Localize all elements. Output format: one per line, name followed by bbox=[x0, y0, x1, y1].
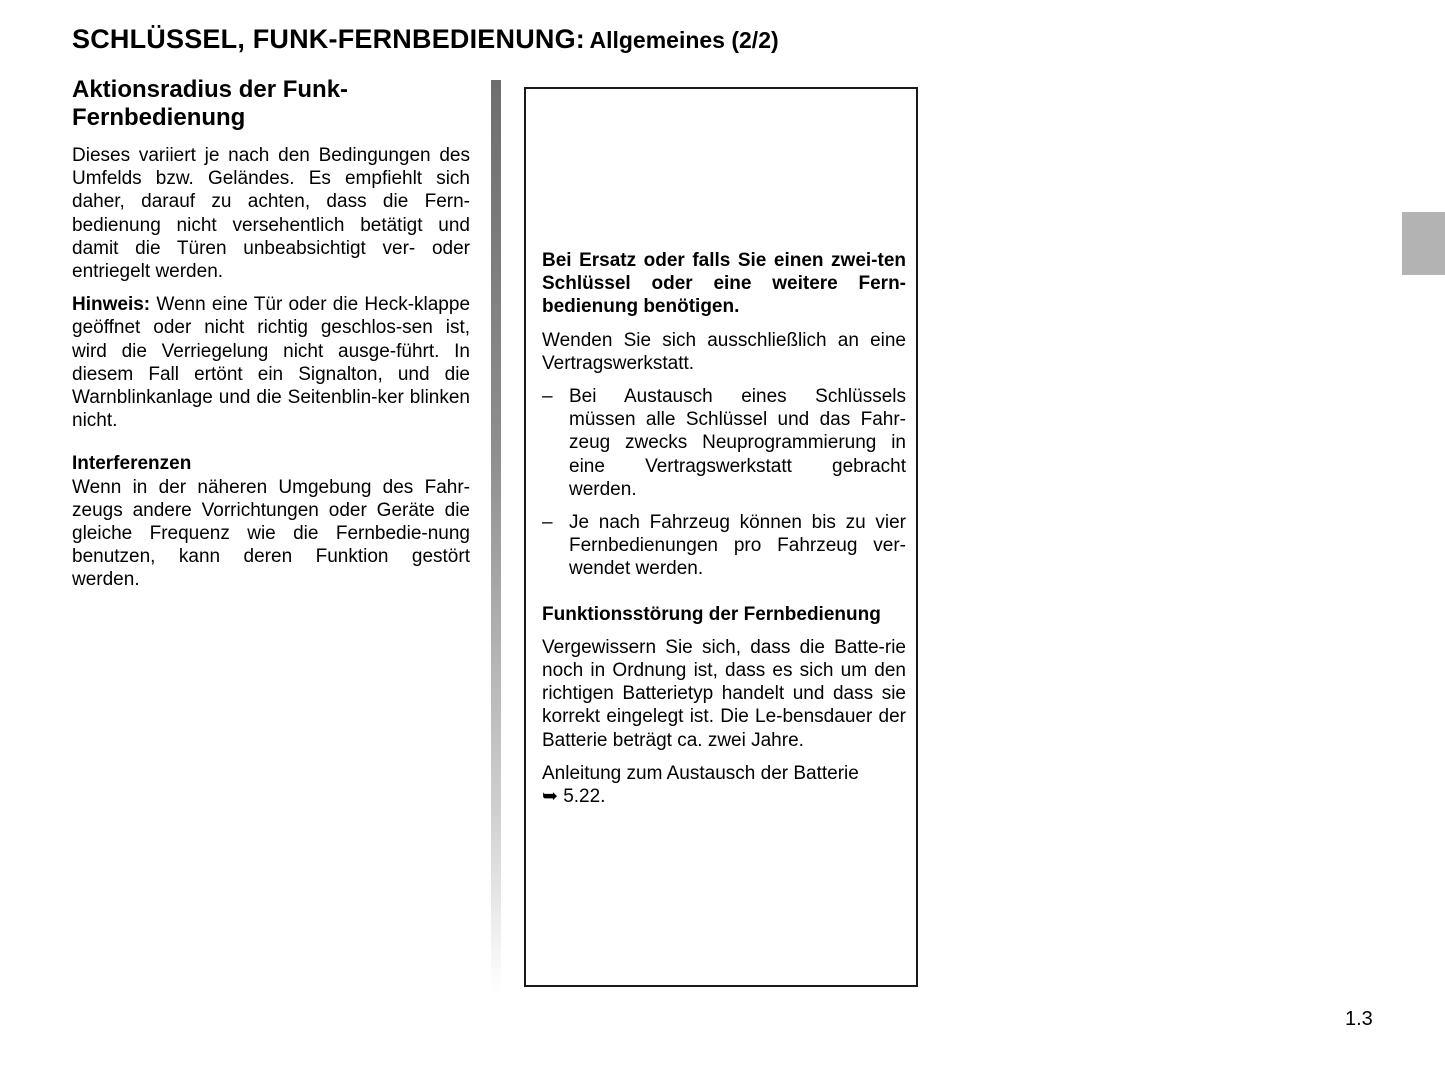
contact-dealer-text: Wenden Sie sich ausschließlich an eine Vertragswerkstatt. bbox=[542, 329, 906, 374]
page-title-main: SCHLÜSSEL, FUNK-FERNBEDIENUNG: bbox=[72, 24, 586, 54]
battery-instruction-text: Anleitung zum Austausch der Batterie bbox=[542, 762, 859, 784]
list-item bbox=[542, 511, 906, 581]
malfunction-title: Funktionsstörung der Fernbedienung bbox=[542, 603, 881, 625]
note-text: Wenn eine Tür oder die Heck-klappe geöffnet oder nicht richtig geschlos-sen ist, wird die Verriegelung nicht ausge-führt. In diesem Fall ertönt ein Signalton, und die Warnblinkanlage und die Seitenblin-ker blinken nicht. bbox=[72, 294, 471, 432]
chapter-tab-marker bbox=[1402, 212, 1445, 275]
page-reference-link[interactable] bbox=[542, 786, 605, 807]
list-item-text: Je nach Fahrzeug können bis zu vier Fernbedienungen pro Fahrzeug ver-wendet werden. bbox=[569, 512, 906, 580]
interference-title: Interferenzen bbox=[72, 453, 192, 475]
interference-paragraph: Wenn in der näheren Umgebung des Fahr-zeugs andere Vorrichtungen oder Geräte die gleiche Frequenz wie die Fernbedie-nung benutzen, kann deren Funktion gestört werden. bbox=[72, 476, 470, 591]
list-bullet: – bbox=[542, 386, 553, 408]
info-box-content bbox=[542, 249, 906, 818]
column-divider bbox=[491, 80, 501, 992]
list-bullet: – bbox=[542, 512, 553, 534]
list-item bbox=[542, 385, 906, 501]
reference-arrow-icon: ➥ bbox=[542, 786, 558, 808]
note-label: Hinweis: bbox=[72, 294, 151, 316]
info-box bbox=[524, 87, 918, 987]
left-column bbox=[72, 76, 470, 602]
section-title-range: Aktionsradius der Funk-Fernbedienung bbox=[72, 76, 349, 131]
replacement-intro: Bei Ersatz oder falls Sie einen zwei-ten Schlüssel oder eine weitere Fern-bedienung benötigen. bbox=[542, 250, 906, 318]
reference-page: 5.22. bbox=[563, 786, 606, 808]
replacement-list bbox=[542, 385, 906, 581]
page-title bbox=[72, 24, 779, 55]
page-number: 1.3 bbox=[1345, 1008, 1373, 1030]
page-title-subtitle: Allgemeines (2/2) bbox=[589, 27, 779, 53]
battery-instruction bbox=[542, 762, 906, 808]
malfunction-paragraph: Vergewissern Sie sich, dass die Batte-rie noch in Ordnung ist, dass es sich um den richtigen Batterietyp handelt und dass sie korrekt eingelegt ist. Die Le-bensdauer der Batterie beträgt ca. zwei Jahre. bbox=[542, 636, 906, 751]
range-paragraph: Dieses variiert je nach den Bedingungen des Umfelds bzw. Geländes. Es empfiehlt sich daher, darauf zu achten, dass die Fern-bedienung nicht versehentlich betätigt und damit die Türen unbeabsichtigt ver- oder entriegelt werden. bbox=[72, 145, 470, 283]
note-paragraph bbox=[72, 293, 470, 432]
list-item-text: Bei Austausch eines Schlüssels müssen alle Schlüssel und das Fahr-zeug zwecks Neuprogrammierung in eine Vertragswerkstatt gebracht werden. bbox=[569, 386, 906, 500]
